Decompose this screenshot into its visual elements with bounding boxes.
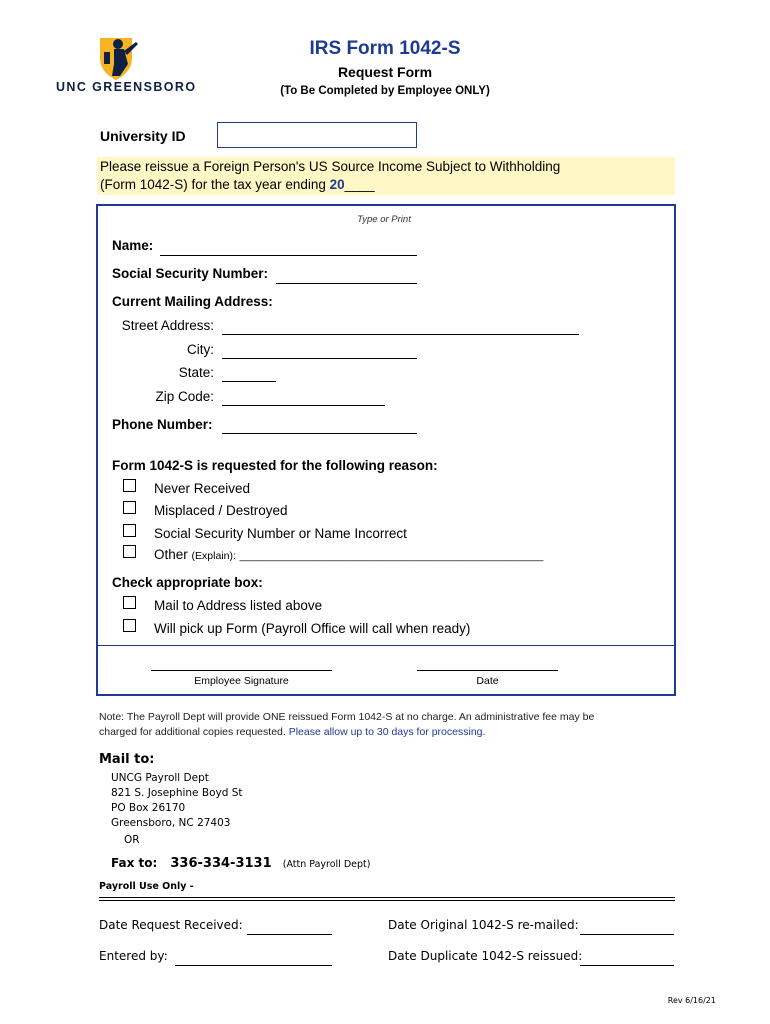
- phone-label: Phone Number:: [112, 417, 213, 432]
- mail-address-block: [111, 771, 243, 831]
- fee-note-line-2-text: charged for additional copies requested.: [99, 726, 289, 738]
- zip-field[interactable]: [222, 405, 385, 406]
- date-label: Date: [476, 675, 499, 687]
- reason-other-checkbox[interactable]: [123, 545, 136, 558]
- form-subtitle: Request Form: [337, 64, 433, 80]
- date-received-label: Date Request Received:: [99, 918, 243, 932]
- reason-ssn-incorrect-label: Social Security Number or Name Incorrect: [154, 526, 407, 541]
- original-remailed-field[interactable]: [580, 934, 674, 935]
- ssn-field[interactable]: [276, 283, 417, 284]
- revision-date: Rev 6/16/21: [667, 996, 716, 1005]
- name-field[interactable]: [160, 255, 417, 256]
- reason-other-label: Other: [154, 547, 188, 562]
- logo-wordmark: UNC GREENSBORO: [56, 80, 197, 94]
- reason-never-received-label: Never Received: [154, 481, 251, 496]
- delivery-heading: Check appropriate box:: [112, 575, 263, 590]
- payroll-divider-bottom: [99, 900, 675, 901]
- pickup-option-checkbox[interactable]: [123, 619, 136, 632]
- or-separator: OR: [124, 834, 140, 846]
- fax-attention: (Attn Payroll Dept): [282, 859, 371, 870]
- type-or-print-note: Type or Print: [357, 214, 411, 225]
- reason-ssn-incorrect-checkbox[interactable]: [123, 524, 136, 537]
- address-line-2: 821 S. Josephine Boyd St: [111, 787, 243, 799]
- processing-time-note: Please allow up to 30 days for processing.: [288, 726, 486, 738]
- duplicate-reissued-label: Date Duplicate 1042-S reissued:: [388, 949, 583, 963]
- form-box-divider: [98, 645, 674, 646]
- pickup-option-label: Will pick up Form (Payroll Office will call when ready): [154, 621, 471, 636]
- university-id-field[interactable]: [217, 122, 417, 148]
- address-line-1: UNCG Payroll Dept: [111, 772, 209, 784]
- reason-never-received-checkbox[interactable]: [123, 479, 136, 492]
- fax-row: [111, 852, 370, 871]
- date-field[interactable]: [417, 670, 558, 671]
- state-label: State:: [178, 365, 214, 380]
- tax-year-blank[interactable]: ____: [344, 177, 375, 192]
- payroll-divider-top: [99, 897, 675, 898]
- reason-misplaced-label: Misplaced / Destroyed: [154, 503, 288, 518]
- zip-label: Zip Code:: [155, 389, 214, 404]
- reason-misplaced-checkbox[interactable]: [123, 501, 136, 514]
- signature-field[interactable]: [151, 670, 332, 671]
- reason-other-row: [154, 547, 543, 562]
- duplicate-reissued-field[interactable]: [580, 965, 674, 966]
- ssn-label: Social Security Number:: [112, 266, 269, 281]
- form-title: IRS Form 1042-S: [309, 38, 461, 59]
- fee-note-line-1: Note: The Payroll Dept will provide ONE reissued Form 1042-S at no charge. An administrative fee may be: [99, 711, 595, 723]
- entered-by-label: Entered by:: [99, 949, 168, 963]
- phone-field[interactable]: [222, 433, 417, 434]
- address-line-4: Greensboro, NC 27403: [111, 817, 231, 829]
- fee-note-line-2: [99, 725, 679, 740]
- street-label: Street Address:: [121, 318, 214, 333]
- city-label: City:: [187, 342, 214, 357]
- request-line-1: Please reissue a Foreign Person's US Source Income Subject to Withholding: [100, 159, 561, 174]
- form-instruction: (To Be Completed by Employee ONLY): [280, 85, 490, 97]
- fax-label: Fax to:: [111, 856, 158, 870]
- request-line-2-text: (Form 1042-S) for the tax year ending: [100, 177, 330, 192]
- name-label: Name:: [112, 238, 154, 253]
- reason-other-explain: (Explain):: [191, 550, 236, 562]
- address-line-3: PO Box 26170: [111, 802, 186, 814]
- date-received-field[interactable]: [247, 934, 332, 935]
- fee-note: [99, 710, 679, 740]
- reason-other-field[interactable]: ____________________________________________________: [239, 550, 544, 562]
- entered-by-field[interactable]: [175, 965, 332, 966]
- state-field[interactable]: [222, 381, 276, 382]
- payroll-use-heading: Payroll Use Only -: [99, 881, 194, 892]
- mail-option-label: Mail to Address listed above: [154, 598, 323, 613]
- city-field[interactable]: [222, 358, 417, 359]
- request-statement: [97, 157, 675, 195]
- reason-heading: Form 1042-S is requested for the following reason:: [112, 458, 438, 473]
- tax-year-prefix: 20: [329, 177, 345, 192]
- fax-number: 336-334-3131: [170, 856, 272, 871]
- university-id-label: University ID: [100, 128, 186, 144]
- street-field[interactable]: [222, 334, 579, 335]
- mailing-address-label: Current Mailing Address:: [112, 294, 273, 309]
- mail-to-heading: Mail to:: [99, 752, 155, 767]
- signature-label: Employee Signature: [194, 675, 289, 687]
- request-line-2: [100, 176, 675, 194]
- mail-option-checkbox[interactable]: [123, 596, 136, 609]
- original-remailed-label: Date Original 1042-S re-mailed:: [388, 918, 579, 932]
